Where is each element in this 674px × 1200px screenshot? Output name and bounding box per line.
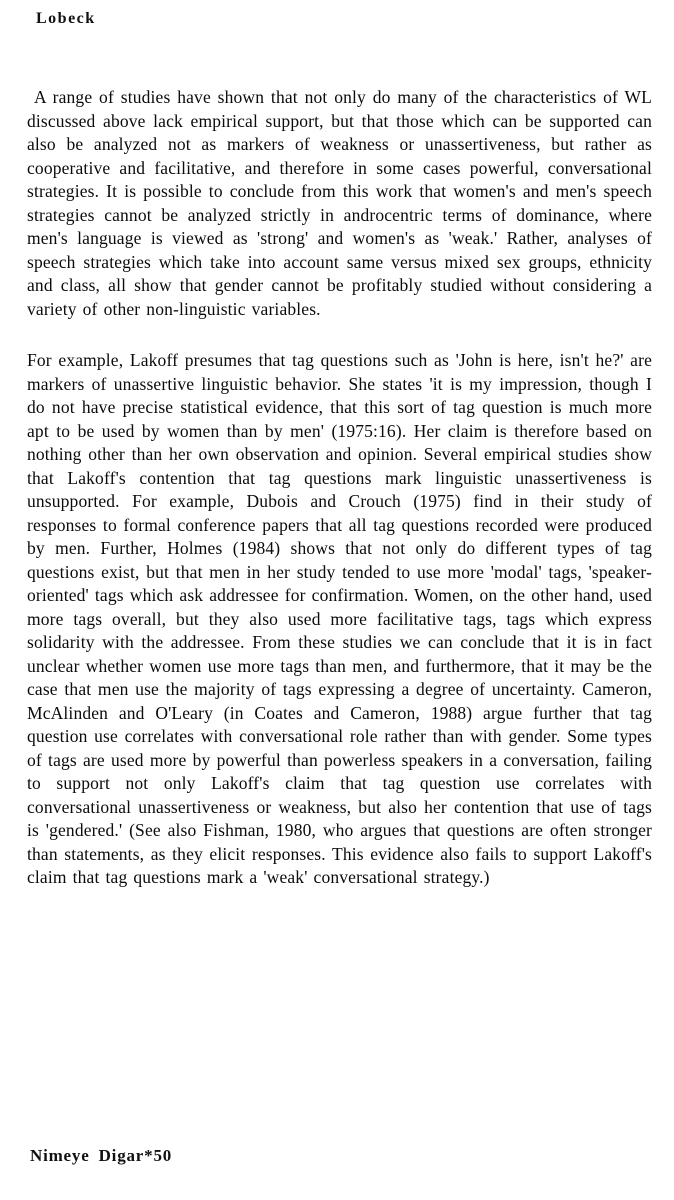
running-footer-page-label: Nimeye Digar*50 xyxy=(30,1146,173,1165)
document-body xyxy=(27,86,652,890)
running-header-author: Lobeck xyxy=(36,10,96,27)
paragraph-tag-questions: For example, Lakoff presumes that tag questions such as 'John is here, isn't he?' are markers of unassertive linguistic behavior. She states 'it is my impression, though I do not have precise statistical evidence, that this sort of tag question is much more apt to be used by women than by men' (1975:16). Her claim is therefore based on nothing other than her own observation and opinion. Several empirical studies show that Lakoff's contention that tag questions mark linguistic unassertiveness is unsupported. For example, Dubois and Crouch (1975) find in their study of responses to formal conference papers that all tag questions recorded were produced by men. Further, Holmes (1984) shows that not only do different types of tag questions exist, but that men in her study tended to use more 'modal' tags, 'speaker-oriented' tags which ask addressee for confirmation. Women, on the other hand, used more tags overall, but they also used more facilitative tags, tags which express solidarity with the addressee. From these studies we can conclude that it is in fact unclear whether women use more tags than men, and furthermore, that it may be the case that men use the majority of tags expressing a degree of uncertainty. Cameron, McAlinden and O'Leary (in Coates and Cameron, 1988) argue further that tag question use correlates with conversational role rather than with gender. Some types of tags are used more by powerful than powerless speakers in a conversation, failing to support not only Lakoff's claim that tag question use correlates with conversational unassertiveness or weakness, but also her contention that use of tags is 'gendered.' (See also Fishman, 1980, who argues that questions are often stronger than statements, as they elicit responses. This evidence also fails to support Lakoff's claim that tag questions mark a 'weak' conversational strategy.) xyxy=(27,350,652,887)
paragraph-studies-overview: A range of studies have shown that not only do many of the characteristics of WL discussed above lack empirical support, but that those which can be supported can also be analyzed not as markers of weakness or unassertiveness, but rather as cooperative and facilitative, and therefore in some cases powerful, conversational strategies. It is possible to conclude from this work that women's and men's speech strategies cannot be analyzed strictly in androcentric terms of dominance, where men's language is viewed as 'strong' and women's as 'weak.' Rather, analyses of speech strategies which take into account same versus mixed sex groups, ethnicity and class, all show that gender cannot be profitably studied without considering a variety of other non-linguistic variables. xyxy=(27,87,652,319)
